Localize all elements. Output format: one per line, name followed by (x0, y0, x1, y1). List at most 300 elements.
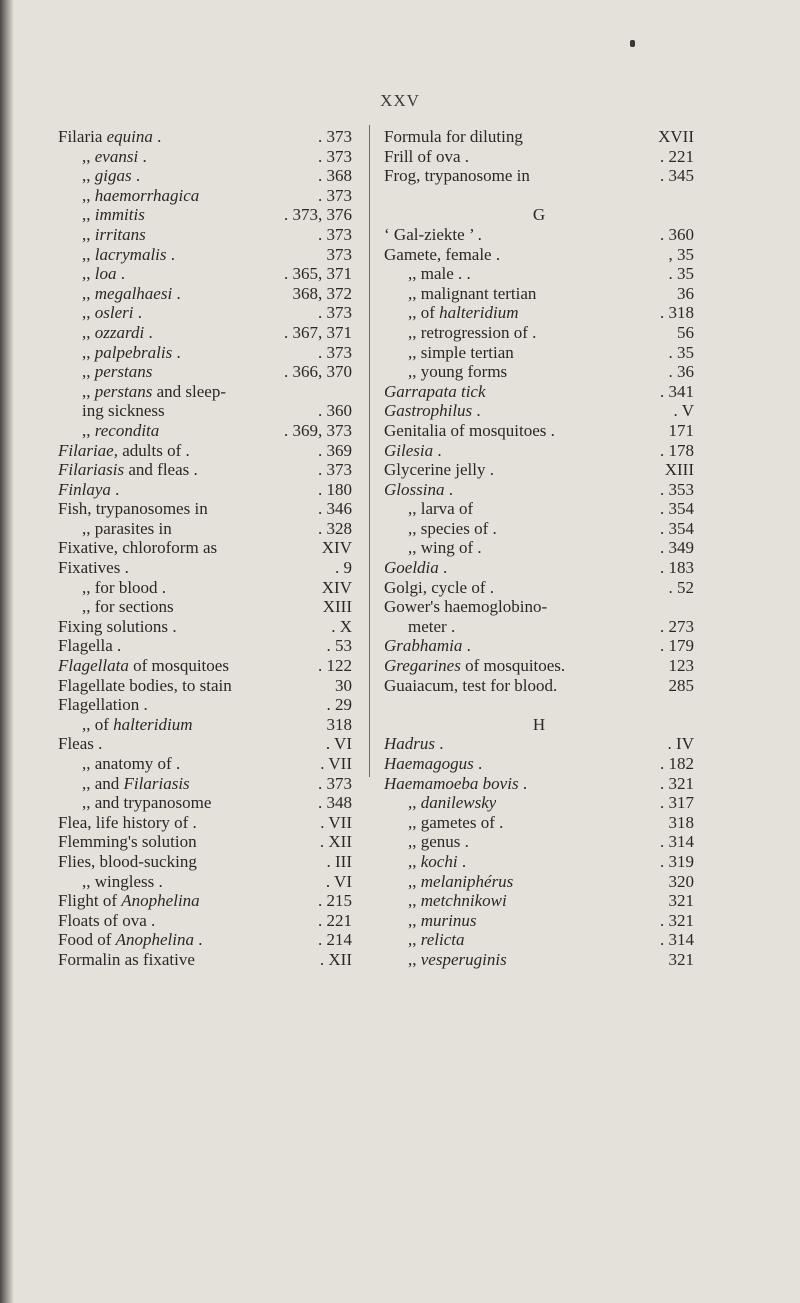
entry-term (82, 205, 145, 225)
index-entry (58, 441, 352, 461)
term-text: ‘ Gal-ziekte ’ . (384, 224, 482, 244)
term-italic: Hadrus (384, 734, 436, 754)
term-text: Gamete, female (384, 244, 492, 264)
page-reference: 36 (677, 283, 694, 303)
term-italic: Anophelina (121, 891, 200, 911)
term-italic: kochi (420, 851, 458, 871)
term-suffix: . (194, 930, 203, 950)
page-reference: 320 (668, 871, 694, 891)
term-text: ,, (82, 264, 95, 284)
term-text: Frog, trypanosome in (384, 166, 530, 186)
section-letter: H (532, 714, 546, 734)
page-reference: . 373, 376 (284, 205, 352, 225)
term-italic: Gilesia (384, 440, 434, 460)
index-entry (58, 127, 352, 147)
term-italic: Filariasis (123, 773, 190, 793)
term-suffix: . (112, 636, 122, 656)
page-reference: . 35 (668, 342, 694, 362)
page-reference: . 214 (318, 930, 352, 950)
term-italic: gigas (94, 166, 132, 186)
entry-term (408, 872, 513, 892)
index-entry (384, 774, 694, 794)
index-entry (58, 754, 352, 774)
term-text: ,, (408, 851, 421, 871)
entry-term (408, 617, 455, 637)
term-text: Genitalia of mosquitoes . (384, 420, 555, 440)
page-reference: . 35 (668, 264, 694, 284)
entry-term (58, 950, 195, 970)
term-text: ,, (82, 303, 95, 323)
index-entry (58, 519, 352, 539)
term-text: ,, young forms (408, 362, 508, 382)
index-entry (58, 343, 352, 363)
page-reference: . 369 (318, 440, 352, 460)
term-text: ,, (408, 930, 421, 950)
term-italic: lacrymalis (94, 244, 167, 264)
entry-term (82, 264, 125, 284)
entry-term (408, 284, 536, 304)
index-entry (384, 303, 694, 323)
entry-term (384, 774, 527, 794)
index-entry (58, 147, 352, 167)
index-entry (58, 245, 352, 265)
page-reference: . 373 (318, 303, 352, 323)
index-entry (384, 754, 694, 774)
index-entry (384, 441, 694, 461)
term-italic: evansi (94, 146, 139, 166)
term-suffix: . (485, 577, 494, 597)
index-column-left (58, 127, 352, 970)
term-text: ,, retrogression of . (408, 322, 537, 342)
page-reference: . VI (325, 734, 352, 754)
entry-term (82, 382, 226, 402)
page-reference: . 341 (660, 381, 694, 401)
page-reference: . 353 (660, 479, 694, 499)
term-italic: Grabhamia (384, 636, 463, 656)
entry-term (58, 460, 198, 480)
term-italic: Haemamoeba bovis (384, 773, 519, 793)
index-entry (384, 343, 694, 363)
entry-term (408, 323, 536, 343)
page-reference: . 182 (660, 754, 694, 773)
term-italic: Filariae, (58, 440, 118, 460)
term-suffix: . (138, 146, 147, 166)
page-reference: . 348 (318, 793, 352, 813)
term-text: ,, (82, 322, 95, 342)
term-text: Flight of (58, 891, 122, 911)
term-text: ,, and trypanosome (82, 793, 212, 813)
term-suffix: . (473, 538, 482, 558)
entry-term (82, 303, 142, 323)
term-italic: haemorrhagica (94, 185, 200, 205)
page-reference: . 36 (668, 362, 694, 382)
entry-term (58, 695, 148, 715)
index-entry (384, 813, 694, 833)
index-entry (384, 264, 694, 284)
term-text: Filaria (58, 127, 107, 146)
entry-term (58, 930, 203, 950)
page-reference: 373 (326, 244, 352, 264)
page-reference: . IV (667, 734, 694, 754)
term-suffix: . (144, 322, 153, 342)
page-reference: , 35 (668, 244, 694, 264)
term-suffix: . (518, 773, 528, 793)
entry-term (384, 460, 494, 480)
term-text: Fixatives (58, 558, 121, 578)
term-text: ,, (82, 381, 95, 401)
page-reference: . 314 (660, 832, 694, 852)
entry-term (408, 950, 507, 970)
index-entry (58, 480, 352, 500)
term-italic: Glossina (384, 479, 445, 499)
term-text: Formula for diluting (384, 127, 523, 146)
entry-term (82, 793, 211, 813)
entry-term (82, 186, 199, 206)
term-italic: perstans (94, 381, 153, 401)
entry-term (384, 597, 547, 617)
index-entry (58, 460, 352, 480)
entry-term (58, 734, 102, 754)
page-reference: 321 (668, 891, 694, 911)
entry-term (82, 245, 175, 265)
entry-term (408, 930, 465, 950)
term-text: ,, (408, 793, 421, 813)
page-reference: 123 (668, 656, 694, 676)
term-italic: halteridium (113, 714, 193, 734)
term-text: Fixative, chloroform as (58, 538, 218, 558)
page-reference: . 373 (318, 460, 352, 480)
entry-term (408, 519, 497, 539)
entry-term (82, 147, 147, 167)
term-suffix: . (152, 127, 162, 146)
term-text: ,, (408, 891, 421, 911)
page-reference: XVII (658, 127, 694, 146)
term-suffix: and sleep- (152, 381, 227, 401)
entry-term (384, 578, 494, 598)
entry-term (408, 852, 466, 872)
term-italic: Filariasis (58, 460, 125, 480)
term-italic: halteridium (439, 303, 519, 323)
index-column-right (384, 127, 694, 970)
term-text: Flea, life history of . (58, 812, 197, 832)
page-reference: . 179 (660, 636, 694, 656)
page-reference: . 369, 373 (284, 420, 352, 440)
term-suffix: . (133, 303, 142, 323)
page-reference: . 354 (660, 518, 694, 538)
page-reference: . 328 (318, 518, 352, 538)
index-entry (384, 519, 694, 539)
entry-term (58, 891, 200, 911)
entry-term (408, 832, 469, 852)
term-text: meter . (408, 616, 456, 636)
term-text: Flies, blood-sucking (58, 851, 197, 871)
entry-term (384, 401, 481, 421)
page-reference: 321 (668, 949, 694, 969)
entry-term (82, 343, 181, 363)
index-entry (58, 950, 352, 970)
index-entry (384, 793, 694, 813)
term-text: Golgi, cycle of (384, 577, 486, 597)
page-reference: . 373 (318, 185, 352, 205)
entry-term (58, 558, 129, 578)
entry-term (82, 519, 172, 539)
index-entry (384, 166, 694, 186)
term-text: ,, (82, 283, 95, 303)
index-entry (384, 480, 694, 500)
page-reference: . 221 (660, 146, 694, 166)
term-text: Frill of ova (384, 146, 461, 166)
index-entry (384, 734, 694, 754)
term-text: ,, gametes of . (408, 812, 504, 832)
index-entry (58, 852, 352, 872)
term-suffix: . (166, 244, 176, 264)
index-entry (384, 852, 694, 872)
index-entry (384, 460, 694, 480)
index-entry (58, 499, 352, 519)
entry-term (384, 734, 444, 754)
entry-term (384, 147, 469, 167)
term-suffix: . (168, 616, 177, 636)
term-text: Glycerine jelly (384, 460, 486, 480)
entry-term (82, 597, 174, 617)
entry-term (58, 676, 232, 696)
entry-term (82, 774, 190, 794)
term-text: ,, (82, 342, 95, 362)
term-italic: Haemagogus (384, 754, 474, 773)
entry-term (82, 284, 181, 304)
entry-term (82, 754, 180, 774)
index-entry (58, 832, 352, 852)
term-text: ,, (82, 420, 95, 440)
page-reference: 318 (668, 812, 694, 832)
term-suffix: . (457, 851, 467, 871)
index-entry (384, 225, 694, 245)
term-italic: equina (106, 127, 153, 146)
index-entry (58, 538, 352, 558)
index-entry (384, 911, 694, 931)
index-entry (58, 362, 352, 382)
index-entry (384, 832, 694, 852)
term-suffix: . (172, 283, 181, 303)
entry-term (58, 499, 208, 519)
page-reference: . 373 (318, 342, 352, 362)
page-reference: . 318 (660, 303, 694, 323)
index-entry (384, 362, 694, 382)
page-reference: . 122 (318, 656, 352, 676)
term-suffix: . (485, 460, 494, 480)
term-text: ,, for sections (82, 597, 174, 617)
page-reference: . 178 (660, 440, 694, 460)
column-divider (369, 125, 370, 777)
index-entry (58, 676, 352, 696)
page-reference: . VII (320, 812, 352, 832)
index-entry (384, 636, 694, 656)
entry-term (408, 264, 471, 284)
term-text: ,, parasites in (82, 518, 172, 538)
page-reference: 285 (668, 675, 694, 695)
term-text: Flagellation (58, 695, 140, 715)
index-entry (384, 872, 694, 892)
entry-term (58, 656, 229, 676)
page-reference: . 354 (660, 499, 694, 519)
term-suffix: . (473, 754, 483, 773)
page-reference: . III (326, 851, 352, 871)
index-entry (384, 538, 694, 558)
term-text: ,, (408, 949, 421, 969)
term-italic: Finlaya (58, 479, 111, 499)
entry-term (82, 225, 146, 245)
index-entry (58, 715, 352, 735)
term-italic: irritans (94, 224, 146, 244)
term-italic: Anophelina (115, 930, 195, 950)
term-text: Guaiacum, test for blood. (384, 675, 558, 695)
term-italic: Flagellata (58, 656, 129, 676)
term-text: ,, (82, 224, 95, 244)
page-reference: 171 (668, 420, 694, 440)
index-entry (58, 186, 352, 206)
entry-term (58, 832, 197, 852)
term-suffix: . (139, 695, 148, 715)
entry-term (384, 382, 486, 402)
term-text: ,, species of . (408, 518, 497, 538)
term-italic: megalhaesi (94, 283, 173, 303)
entry-term (58, 617, 177, 637)
entry-term (58, 636, 121, 656)
entry-term (408, 891, 507, 911)
entry-term (82, 323, 153, 343)
index-entry (58, 891, 352, 911)
page-reference: . 321 (660, 773, 694, 793)
term-italic: immitis (94, 205, 145, 225)
page-reference: . 373 (318, 146, 352, 166)
term-text: ,, (408, 871, 421, 891)
term-suffix: . (154, 871, 163, 891)
entry-term (82, 166, 140, 186)
page-reference: XIV (321, 577, 352, 597)
section-letter: G (532, 205, 546, 225)
term-text: ,, and (82, 773, 124, 793)
entry-term (384, 754, 482, 774)
index-entry (58, 793, 352, 813)
page-reference: 368, 372 (292, 283, 352, 303)
index-entry (58, 558, 352, 578)
entry-term (408, 343, 514, 363)
entry-term (384, 656, 565, 676)
term-text: ,, wingless (82, 871, 155, 891)
index-entry (384, 676, 694, 696)
index-entry (384, 617, 694, 637)
term-text: ,, malignant tertian (408, 283, 537, 303)
page-reference: XIV (321, 538, 352, 558)
page-reference: 318 (326, 714, 352, 734)
term-italic: vesperuginis (420, 949, 507, 969)
term-text: Floats of ova . (58, 910, 156, 930)
entry-term (58, 480, 119, 500)
index-entry (384, 930, 694, 950)
term-text: ,, (82, 244, 95, 264)
page-reference: . 360 (318, 401, 352, 421)
page-reference: . 317 (660, 793, 694, 813)
entry-term (408, 538, 482, 558)
entry-term (408, 499, 473, 519)
index-entry (384, 323, 694, 343)
term-text: ,, (82, 166, 95, 186)
page-reference: XIII (664, 460, 694, 480)
term-text: ,, (82, 205, 95, 225)
index-entry (384, 891, 694, 911)
entry-term (58, 852, 197, 872)
entry-term (384, 225, 482, 245)
entry-term (384, 636, 471, 656)
term-italic: danilewsky (420, 793, 497, 813)
page-reference: . 215 (318, 891, 352, 911)
term-italic: Gastrophilus (384, 401, 473, 421)
term-suffix: of mosquitoes. (460, 656, 566, 676)
index-entry (58, 323, 352, 343)
index-entry (58, 264, 352, 284)
term-text: Fleas (58, 734, 94, 754)
term-italic: Gregarines (384, 656, 461, 676)
index-entry (58, 166, 352, 186)
entry-term (58, 911, 155, 931)
term-text: ,, of (408, 303, 440, 323)
term-suffix: . (110, 479, 120, 499)
index-entry (58, 872, 352, 892)
index-entry (58, 382, 352, 402)
page-reference: . 319 (660, 851, 694, 871)
page-reference: . VII (320, 754, 352, 773)
page-reference: . 365, 371 (284, 264, 352, 284)
entry-term (384, 421, 555, 441)
term-italic: loa (94, 264, 117, 284)
page-reference: . 183 (660, 558, 694, 578)
entry-term (384, 127, 523, 147)
index-entry (58, 401, 352, 421)
index-entry (58, 930, 352, 950)
page-reference: . 346 (318, 499, 352, 519)
term-text: ,, anatomy of (82, 754, 172, 773)
term-suffix: . (120, 558, 129, 578)
term-text: ing sickness (82, 401, 165, 421)
index-entry (58, 911, 352, 931)
entry-term (408, 813, 503, 833)
term-text: ,, (82, 146, 95, 166)
entry-term (82, 578, 166, 598)
page-reference: . 9 (335, 558, 352, 578)
term-text: ,, of (82, 714, 114, 734)
ink-mark (630, 40, 635, 47)
index-entry (384, 578, 694, 598)
page-reference: . 368 (318, 166, 352, 186)
term-text: ,, for blood . (82, 577, 167, 597)
term-italic: palpebralis (94, 342, 173, 362)
term-text: Flagella (58, 636, 113, 656)
entry-term (82, 715, 193, 735)
index-entry (384, 147, 694, 167)
page-reference: . 29 (326, 695, 352, 715)
page-reference: . 321 (660, 910, 694, 930)
index-entry (384, 656, 694, 676)
page-reference: . 367, 371 (284, 322, 352, 342)
term-suffix: . (462, 264, 471, 284)
entry-term (384, 480, 453, 500)
page-reference: . 345 (660, 166, 694, 186)
index-entry (58, 578, 352, 598)
spacer (384, 186, 694, 206)
page-reference: . 360 (660, 224, 694, 244)
term-italic: melaniphérus (420, 871, 514, 891)
index-entry (384, 421, 694, 441)
